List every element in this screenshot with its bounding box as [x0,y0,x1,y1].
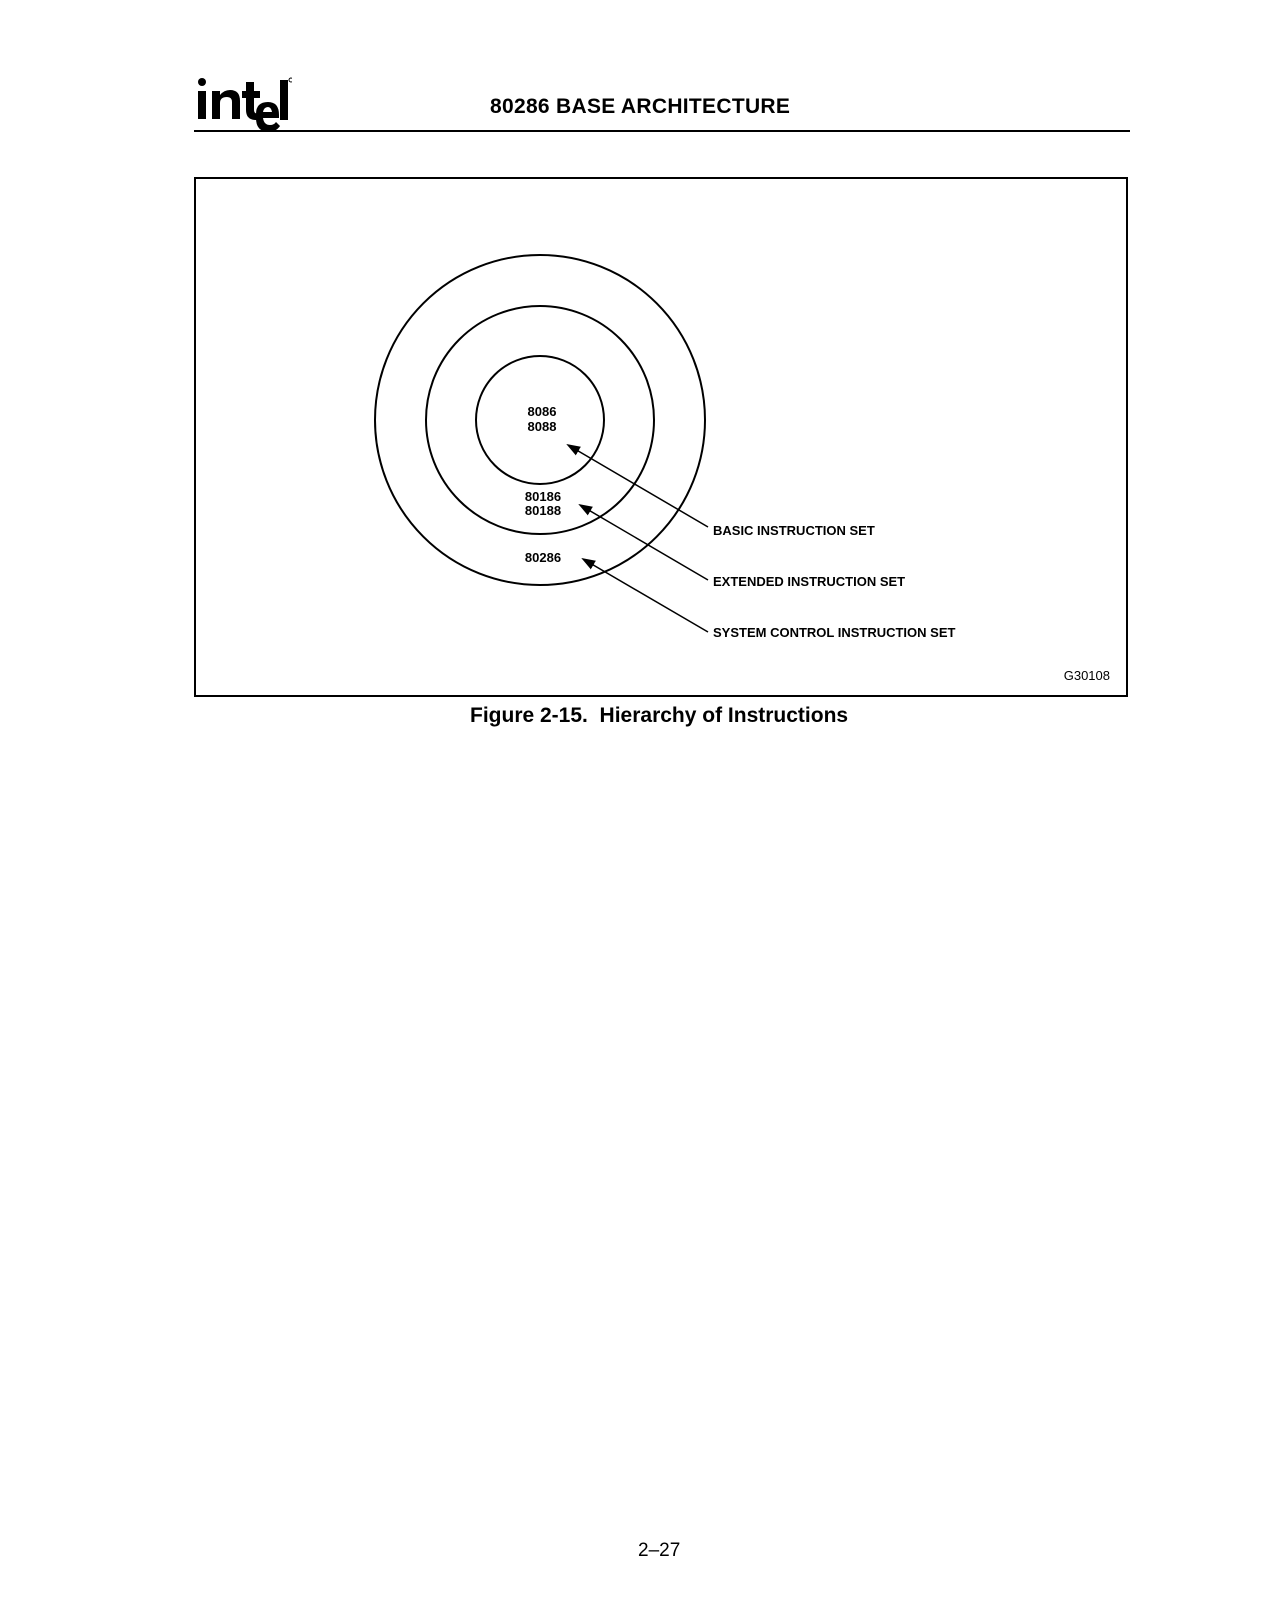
label-basic-instruction-set: BASIC INSTRUCTION SET [713,523,875,538]
ring-label-80186: 80186 [524,489,562,504]
figure-caption: Figure 2-15. Hierarchy of Instructions [470,704,849,727]
arrow-system-control-instruction-set [583,559,708,632]
page-number: 2–27 [638,1540,681,1561]
ring-label-8088: 8088 [527,419,557,434]
label-system-control-instruction-set: SYSTEM CONTROL INSTRUCTION SET [713,625,956,640]
figure-id: G30108 [1063,668,1110,683]
label-extended-instruction-set: EXTENDED INSTRUCTION SET [713,574,906,589]
arrow-basic-instruction-set [568,445,708,527]
ring-label-80188: 80188 [524,503,562,518]
running-head: 80286 BASE ARCHITECTURE [490,95,791,118]
ring-label-80286: 80286 [524,550,562,565]
ring-label-8086: 8086 [527,404,557,419]
